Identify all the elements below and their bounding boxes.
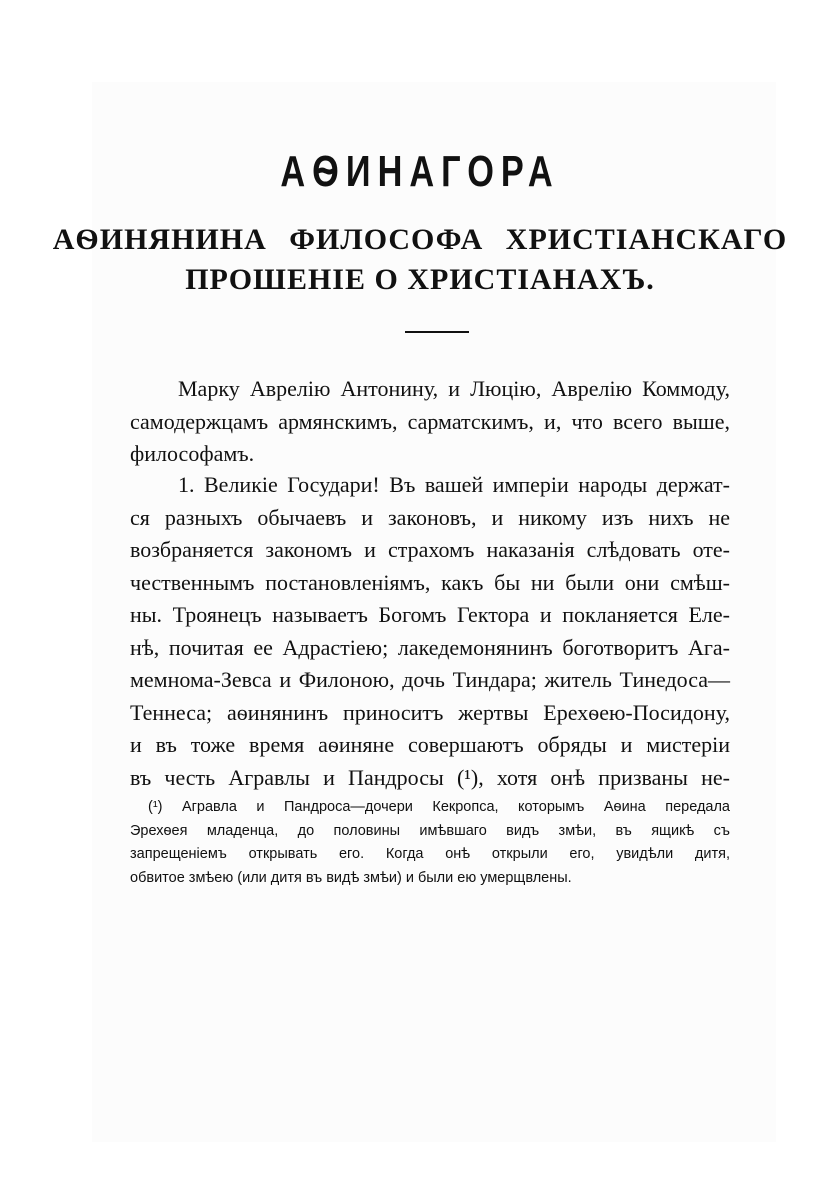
dedication-line: Марку Аврелію Антонину, и Люцію, Аврелію Коммоду, <box>178 376 730 401</box>
dedication-line: самодержцамъ армянскимъ, сарматскимъ, и, что всего выше, <box>130 408 730 434</box>
paragraph-1 <box>130 469 730 794</box>
paragraph-line: ся разныхъ обычаевъ и законовъ, и никому изъ нихъ не <box>130 504 730 530</box>
paragraph-line: нѣ, почитая ее Адрастіею; лакедемонянинъ боготворитъ Ага- <box>130 634 730 660</box>
paragraph-line: возбраняется закономъ и страхомъ наказанія слѣдовать оте- <box>130 537 730 562</box>
footnote-line: (¹) Агравла и Пандроса—дочери Кекропса, которымъ Аѳина передала <box>148 799 730 815</box>
dedication-line: философамъ. <box>130 441 255 466</box>
footnote <box>130 796 730 890</box>
title-divider <box>405 331 469 333</box>
subtitle-line-2: ПРОШЕНІЕ О ХРИСТІАНАХЪ. <box>185 263 655 296</box>
subtitle-line-1: АѲИНЯНИНА ФИЛОСОФА ХРИСТІАНСКАГО <box>52 223 788 256</box>
paragraph-line: 1. Великіе Государи! Въ вашей имперіи народы держат- <box>178 472 730 497</box>
paragraph-line: Теннеса; аѳинянинъ приноситъ жертвы Ерехѳею-Посидону, <box>130 699 730 725</box>
page-title: АѲИНАГОРА <box>280 147 560 196</box>
paragraph-line: чественнымъ постановленіямъ, какъ бы ни были они смѣш- <box>130 569 730 595</box>
paragraph-line: мемнома-Зевса и Филоною, дочь Тиндара; житель Тинедоса— <box>130 667 730 692</box>
footnote-line: обвитое змѣею (или дитя въ видѣ змѣи) и были ею умерщвлены. <box>130 869 572 886</box>
paragraph-line: въ честь Агравлы и Пандросы (¹), хотя онѣ призваны не- <box>130 764 730 790</box>
dedication <box>130 373 730 471</box>
footnote-line: Эрехѳея младенца, до половины имѣвшаго видъ змѣи, въ ящикѣ съ <box>130 822 730 839</box>
footnote-line: запрещеніемъ открывать его. Когда онѣ открыли его, увидѣли дитя, <box>130 846 730 862</box>
paragraph-line: ны. Троянецъ называетъ Богомъ Гектора и покланяется Еле- <box>130 602 730 627</box>
paragraph-line: и въ тоже время аѳиняне совершаютъ обряды и мистеріи <box>130 732 730 757</box>
